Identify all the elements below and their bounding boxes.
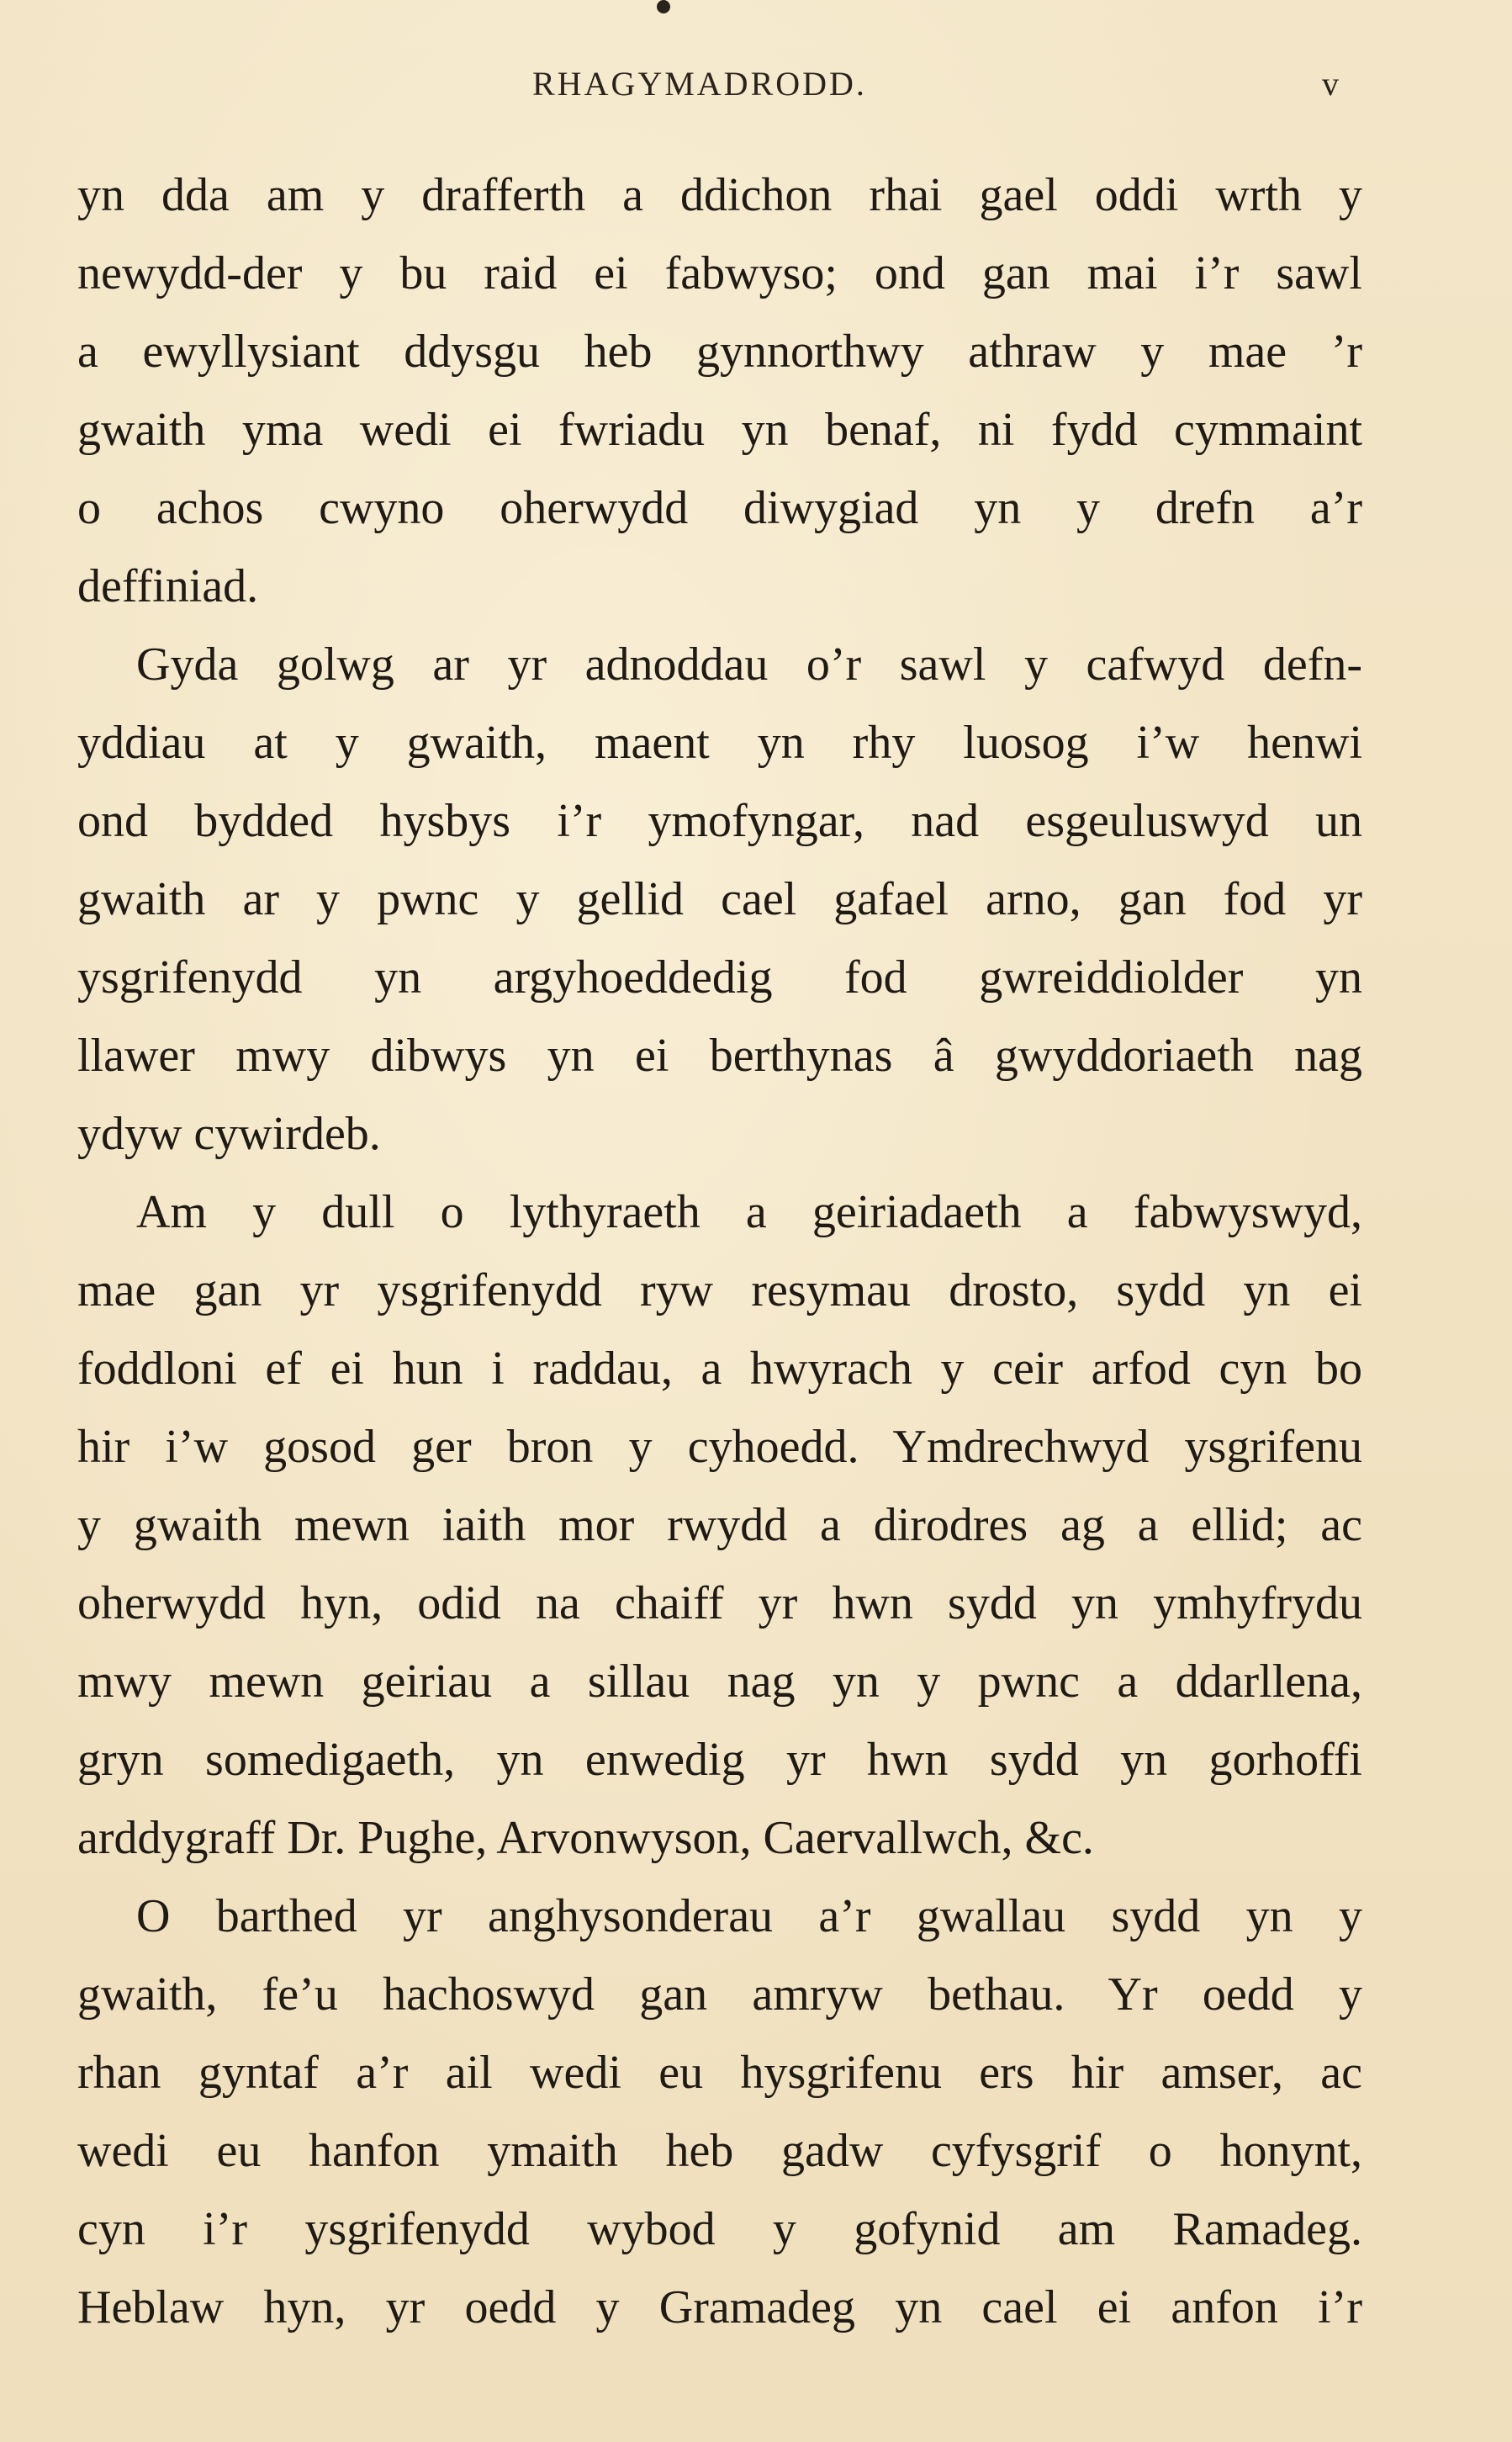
- text-line: deffiniad.: [77, 560, 259, 612]
- body-text: [77, 156, 1362, 2347]
- text-line: yddiau at y gwaith, maent yn rhy luosog i’w henwi: [77, 717, 1362, 769]
- page-number: v: [1322, 65, 1339, 103]
- text-line: hir i’w gosod ger bron y cyhoedd. Ymdrechwyd ysgrifenu: [77, 1421, 1362, 1473]
- text-line: y gwaith mewn iaith mor rwydd a dirodres ag a ellid; ac: [77, 1499, 1362, 1551]
- text-line: yn dda am y drafferth a ddichon rhai gael oddi wrth y: [77, 169, 1362, 221]
- text-line: oherwydd hyn, odid na chaiff yr hwn sydd yn ymhyfrydu: [77, 1577, 1362, 1629]
- text-line: Am y dull o lythyraeth a geiriadaeth a fabwyswyd,: [136, 1186, 1362, 1238]
- text-line: llawer mwy dibwys yn ei berthynas â gwyddoriaeth nag: [77, 1030, 1362, 1082]
- text-line: ydyw cywirdeb.: [77, 1108, 381, 1160]
- text-line: mae gan yr ysgrifenydd ryw resymau drosto, sydd yn ei: [77, 1264, 1362, 1316]
- running-title: RHAGYMADRODD.: [532, 65, 867, 103]
- text-line: O barthed yr anghysonderau a’r gwallau sydd yn y: [136, 1890, 1362, 1942]
- text-line: newydd-der y bu raid ei fabwyso; ond gan mai i’r sawl: [77, 247, 1362, 299]
- text-line: arddygraff Dr. Pughe, Arvonwyson, Caervallwch, &c.: [77, 1812, 1094, 1864]
- text-line: gwaith, fe’u hachoswyd gan amryw bethau. Yr oedd y: [77, 1968, 1362, 2021]
- text-line: o achos cwyno oherwydd diwygiad yn y drefn a’r: [77, 482, 1362, 534]
- text-line: cyn i’r ysgrifenydd wybod y gofynid am Ramadeg.: [77, 2203, 1362, 2255]
- text-line: Heblaw hyn, yr oedd y Gramadeg yn cael ei anfon i’r: [77, 2281, 1362, 2333]
- text-line: mwy mewn geiriau a sillau nag yn y pwnc a ddarllena,: [77, 1655, 1362, 1708]
- ink-dot-mark: [657, 0, 670, 13]
- text-line: rhan gyntaf a’r ail wedi eu hysgrifenu ers hir amser, ac: [77, 2047, 1362, 2099]
- text-line: ysgrifenydd yn argyhoeddedig fod gwreiddiolder yn: [77, 951, 1362, 1004]
- text-line: gwaith ar y pwnc y gellid cael gafael arno, gan fod yr: [77, 873, 1362, 925]
- text-line: ond bydded hysbys i’r ymofyngar, nad esgeuluswyd un: [77, 795, 1362, 847]
- text-line: gryn somedigaeth, yn enwedig yr hwn sydd yn gorhoffi: [77, 1734, 1362, 1786]
- text-line: foddloni ef ei hun i raddau, a hwyrach y ceir arfod cyn bo: [77, 1343, 1362, 1395]
- running-head: [0, 64, 1512, 114]
- text-line: Gyda golwg ar yr adnoddau o’r sawl y cafwyd defn-: [136, 638, 1362, 691]
- text-line: gwaith yma wedi ei fwriadu yn benaf, ni fydd cymmaint: [77, 404, 1362, 456]
- text-line: wedi eu hanfon ymaith heb gadw cyfysgrif o honynt,: [77, 2125, 1362, 2177]
- text-line: a ewyllysiant ddysgu heb gynnorthwy athraw y mae ’r: [77, 326, 1362, 378]
